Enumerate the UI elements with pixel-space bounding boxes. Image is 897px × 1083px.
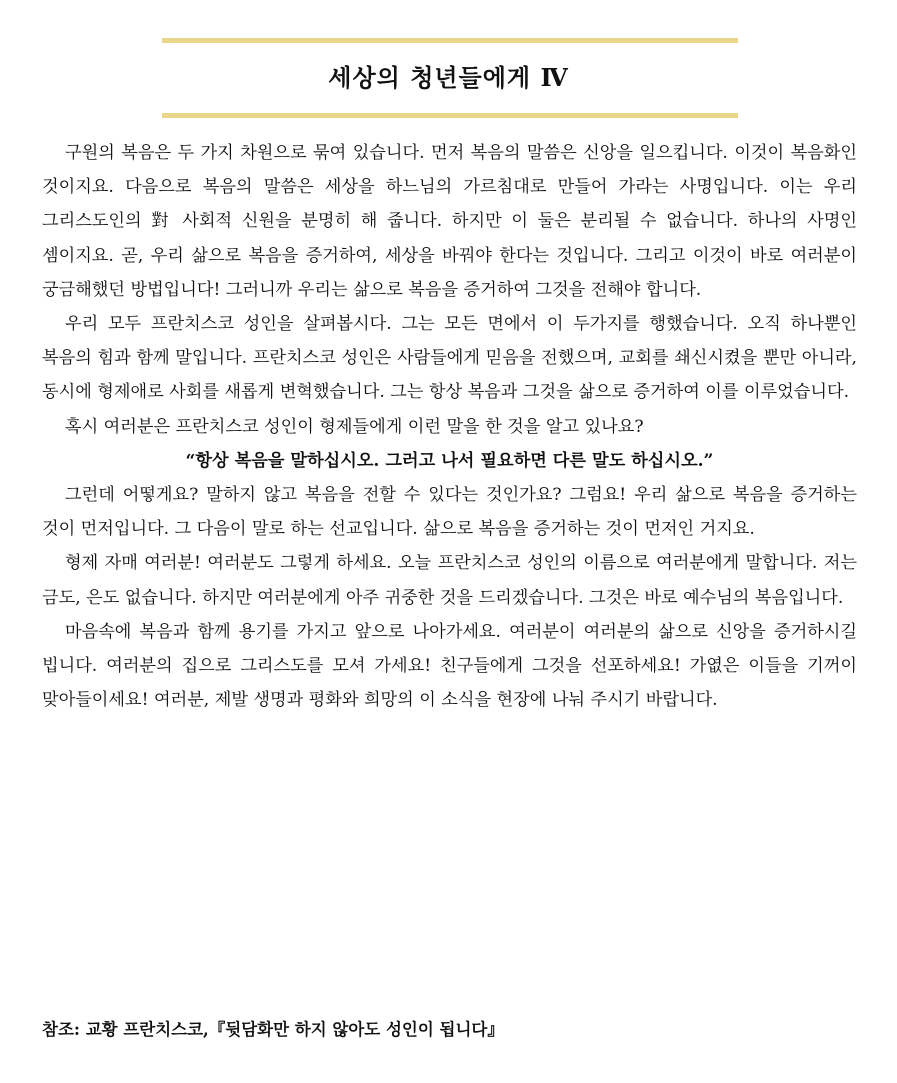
paragraph-3: 혹시 여러분은 프란치스코 성인이 형제들에게 이런 말을 한 것을 알고 있나요? — [65, 416, 644, 437]
page-title: 세상의 청년들에게 Ⅳ — [328, 63, 569, 92]
paragraph-2: 우리 모두 프란치스코 성인을 살펴봅시다. 그는 모든 면에서 이 두가지를 행했습니다. 오직 하나뿐인 복음의 힘과 함께 말입니다. 프란치스코 성인은 사람들에게 믿음을 전했으며, 교회를 쇄신시켰을 뿐만 아니라, 동시에 형제애로 사회를 새롭게 변혁했습니다. 그는 항상 복음과 그것을 삶으로 증거하여 이를 이루었습니다. — [42, 314, 857, 403]
reference-note: 참조: 교황 프란치스코,『뒷담화만 하지 않아도 성인이 됩니다』 — [42, 1020, 504, 1039]
paragraph-5: 형제 자매 여러분! 여러분도 그렇게 하세요. 오늘 프란치스코 성인의 이름으로 여러분에게 말합니다. 저는 금도, 은도 없습니다. 하지만 여러분에게 아주 귀중한 것을 드리겠습니다. 그것은 바로 예수님의 복음입니다. — [42, 553, 857, 608]
quote: “항상 복음을 말하십시오. 그러고 나서 필요하면 다른 말도 하십시오.” — [185, 450, 714, 471]
title-top-rule — [162, 38, 738, 43]
paragraph-4: 그런데 어떻게요? 말하지 않고 복음을 전할 수 있다는 것인가요? 그럼요! 우리 삶으로 복음을 증거하는 것이 먼저입니다. 그 다음이 말로 하는 선교입니다. 삶으로 복음을 증거하는 것이 먼저인 거지요. — [42, 485, 857, 540]
paragraph-6: 마음속에 복음과 함께 용기를 가지고 앞으로 나아가세요. 여러분이 여러분의 삶으로 신앙을 증거하시길 빕니다. 여러분의 집으로 그리스도를 모셔 가세요! 친구들에게 그것을 선포하세요! 가엾은 이들을 기꺼이 맞아들이세요! 여러분, 제발 생명과 평화와 희망의 이 소식을 현장에 나눠 주시기 바랍니다. — [42, 621, 857, 711]
title-bottom-rule — [162, 113, 738, 118]
paragraph-1: 구원의 복음은 두 가지 차원으로 묶여 있습니다. 먼저 복음의 말씀은 신앙을 일으킵니다. 이것이 복음화인 것이지요. 다음으로 복음의 말씀은 세상을 하느님의 가르침대로 만들어 가라는 사명입니다. 이는 우리 그리스도인의 對 사회적 신원을 분명히 해 줍니다. 하지만 이 둘은 분리될 수 없습니다. 하나의 사명인 셈이지요. 곧, 우리 삶으로 복음을 증거하여, 세상을 바꿔야 한다는 것입니다. 그리고 이것이 바로 여러분이 궁금해했던 방법입니다! 그러니까 우리는 삶으로 복음을 증거하여 그것을 전해야 합니다. — [42, 143, 857, 300]
document-body — [42, 136, 857, 717]
